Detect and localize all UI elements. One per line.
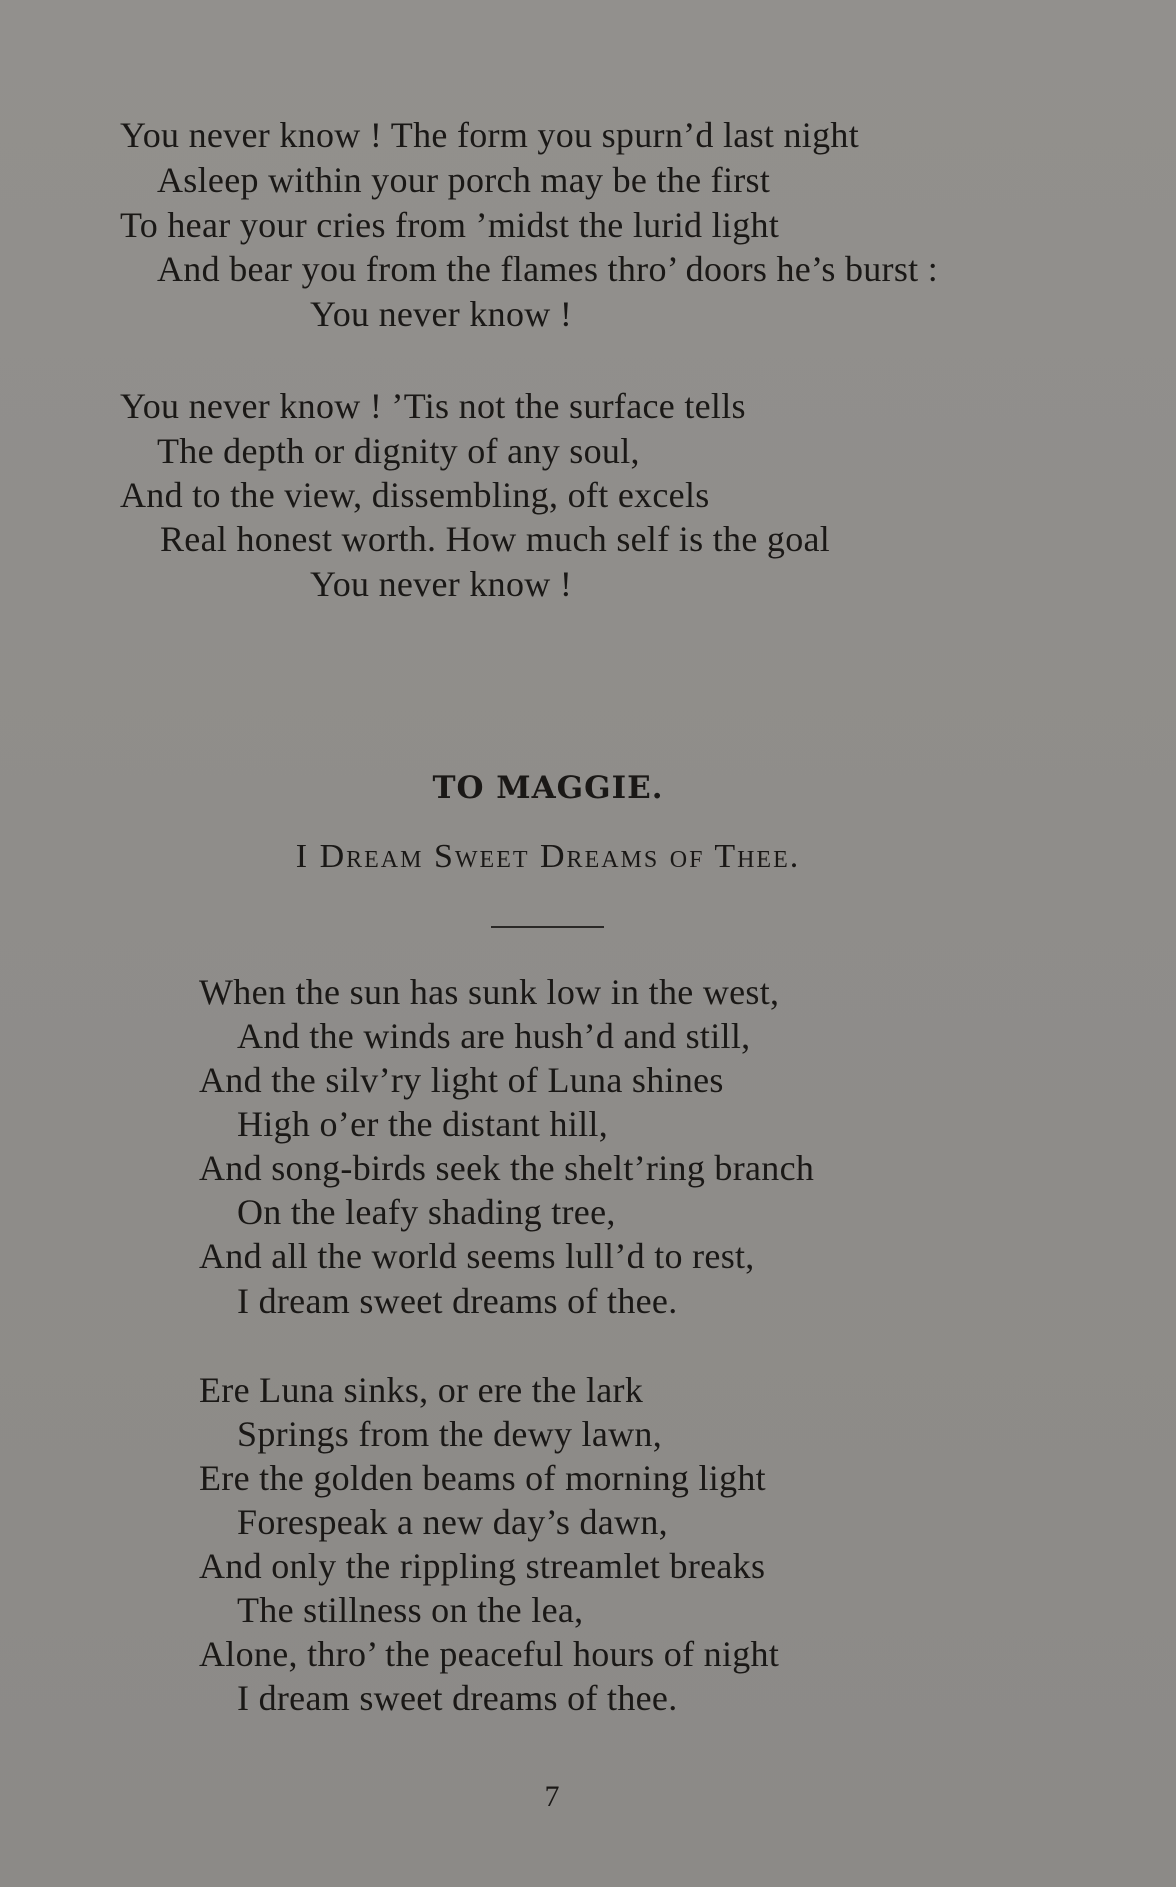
poem-line: You never know ! The form you spurn’d last night — [120, 115, 860, 155]
poem-line: And the winds are hush’d and still, — [237, 1016, 751, 1056]
poem-line: Springs from the dewy lawn, — [237, 1414, 663, 1454]
poem-line: And song-birds seek the shelt’ring branch — [199, 1148, 815, 1188]
poem-line: To hear your cries from ’midst the lurid light — [120, 205, 780, 245]
poem-line: And only the rippling streamlet breaks — [199, 1546, 766, 1586]
poem-line: High o’er the distant hill, — [237, 1104, 609, 1144]
poem-line: The stillness on the lea, — [237, 1590, 584, 1630]
poem-line: And bear you from the flames thro’ doors he’s burst : — [157, 249, 939, 289]
poem-line: Real honest worth. How much self is the goal — [160, 519, 831, 559]
poem-line: Alone, thro’ the peaceful hours of night — [199, 1634, 780, 1674]
poem-line: And the silv’ry light of Luna shines — [199, 1060, 724, 1100]
poem-refrain: You never know ! — [310, 294, 573, 334]
poem-line: Ere Luna sinks, or ere the lark — [199, 1370, 644, 1410]
poem-line: Ere the golden beams of morning light — [199, 1458, 766, 1498]
poem-line: And to the view, dissembling, oft excels — [120, 475, 710, 515]
poem-line: Forespeak a new day’s dawn, — [237, 1502, 668, 1542]
poem-line: I dream sweet dreams of thee. — [237, 1678, 678, 1718]
divider-rule — [491, 926, 604, 928]
poem-line: You never know ! ’Tis not the surface tells — [120, 386, 746, 426]
poem-subtitle: I Dream Sweet Dreams of Thee. — [295, 838, 801, 875]
page-number: 7 — [544, 1780, 560, 1813]
poem-line: And all the world seems lull’d to rest, — [199, 1236, 755, 1276]
poem-refrain: You never know ! — [310, 564, 573, 604]
poem-line: The depth or dignity of any soul, — [157, 431, 640, 471]
poem-line: Asleep within your porch may be the first — [157, 160, 771, 200]
poem-line: On the leafy shading tree, — [237, 1192, 616, 1232]
poem-line: When the sun has sunk low in the west, — [199, 972, 780, 1012]
poem-line: I dream sweet dreams of thee. — [237, 1281, 678, 1321]
poem-title: TO MAGGIE. — [432, 770, 664, 806]
